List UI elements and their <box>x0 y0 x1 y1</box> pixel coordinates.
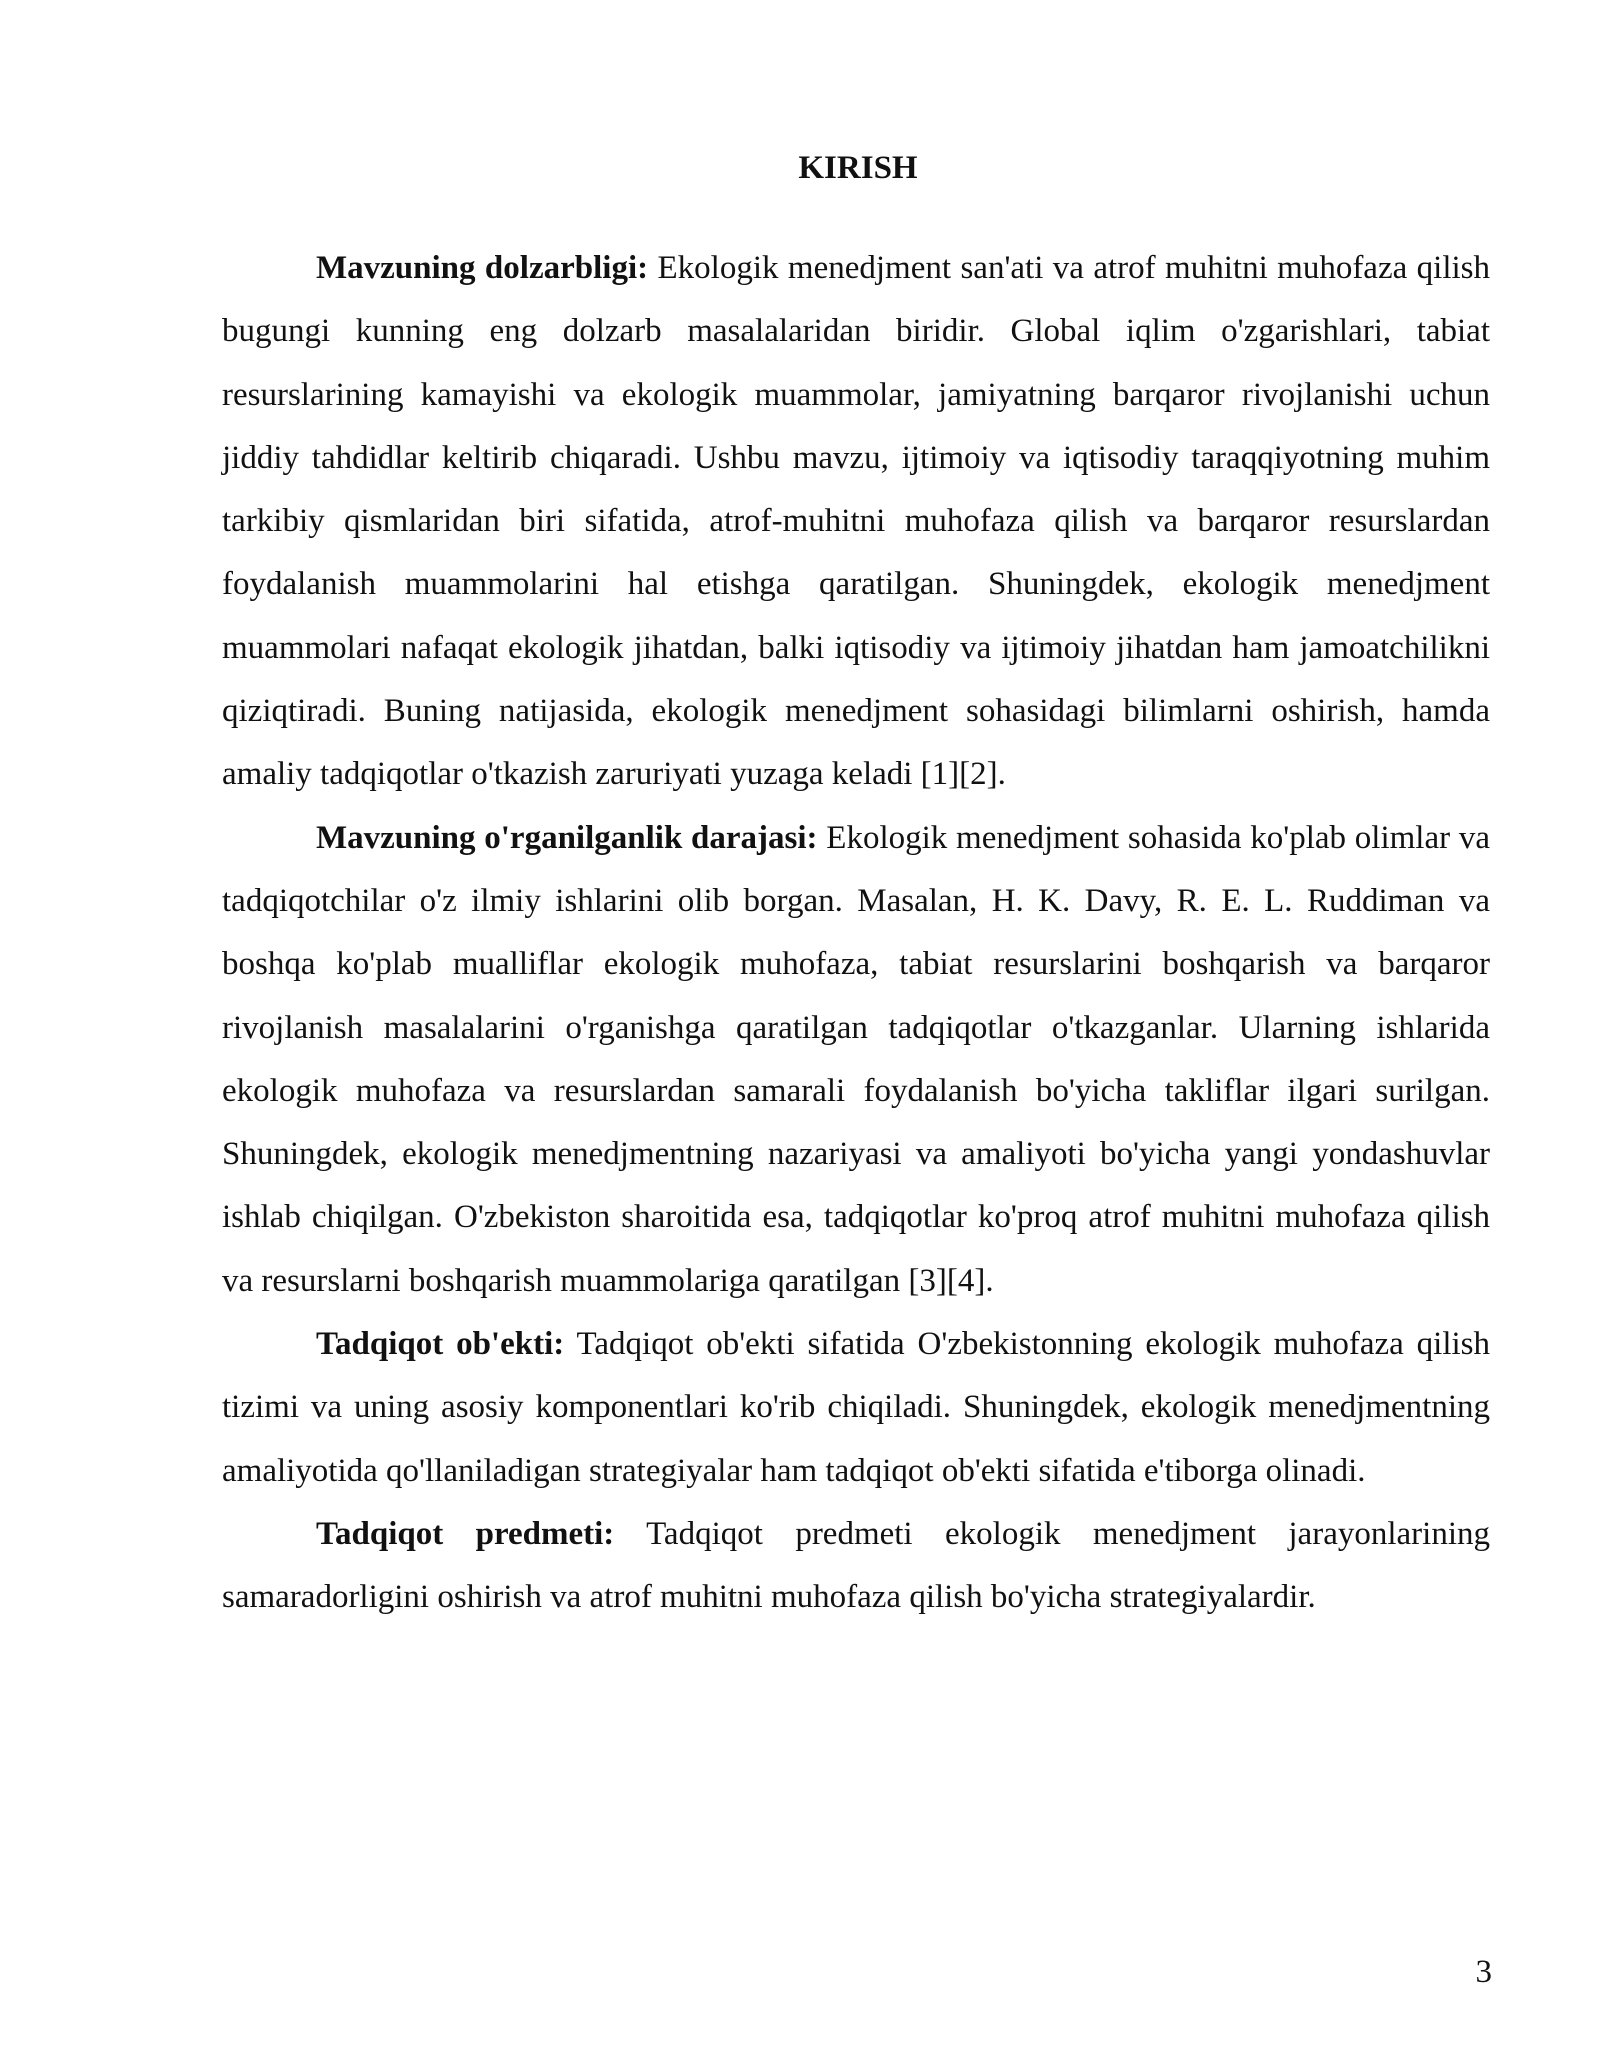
paragraph-text: Ekologik menedjment sohasida ko'plab olimlar va tadqiqotchilar o'z ilmiy ishlarini olib borgan. Masalan, H. K. Davy, R. E. L. Ruddiman va boshqa ko'plab mualliflar ekologik muhofaza, tabiat resurslarini boshqarish va barqaror rivojlanish masalalarini o'rganishga qaratilgan tadqiqotlar o'tkazganlar. Ularning ishlarida ekologik muhofaza va resurslardan samarali foydalanish bo'yicha takliflar ilgari surilgan. Shuningdek, ekologik menedjmentning nazariyasi va amaliyoti bo'yicha yangi yondashuvlar ishlab chiqilgan. O'zbekiston sharoitida esa, tadqiqotlar ko'proq atrof muhitni muhofaza qilish va resurslarni boshqarish muammolariga qaratilgan [3][4]. <box>222 819 1491 1299</box>
paragraph-text: Ekologik menedjment san'ati va atrof muhitni muhofaza qilish bugungi kunning eng dolzarb masalalaridan biridir. Global iqlim o'zgarishlari, tabiat resurslarining kamayishi va ekologik muammolar, jamiyatning barqaror rivojlanishi uchun jiddiy tahdidlar keltirib chiqaradi. Ushbu mavzu, ijtimoiy va iqtisodiy taraqqiyotning muhim tarkibiy qismlaridan biri sifatida, atrof-muhitni muhofaza qilish va barqaror resurslardan foydalanish muammolarini hal etishga qaratilgan. Shuningdek, ekologik menedjment muammolari nafaqat ekologik jihatdan, balki iqtisodiy va ijtimoiy jihatdan ham jamoatchilikni qiziqtiradi. Buning natijasida, ekologik menedjment sohasidagi bilimlarni oshirish, hamda amaliy tadqiqotlar o'tkazish zaruriyati yuzaga keladi [1][2]. <box>222 250 1491 793</box>
page-number: 3 <box>1475 1954 1492 1990</box>
paragraph-text: Tadqiqot predmeti ekologik menedjment jarayonlarining samaradorligini oshirish va atrof muhitni muhofaza qilish bo'yicha strategiyalardir. <box>222 1515 1490 1616</box>
paragraph-lead: Tadqiqot predmeti: <box>316 1515 615 1552</box>
paragraph-research-subject <box>222 1503 1490 1630</box>
paragraph-lead: Mavzuning dolzarbligi: <box>316 250 649 286</box>
paragraph-research-object <box>222 1313 1490 1503</box>
paragraph-text: Tadqiqot ob'ekti sifatida O'zbekistonning ekologik muhofaza qilish tizimi va uning asosiy komponentlari ko'rib chiqiladi. Shuningdek, ekologik menedjmentning amaliyotida qo'llaniladigan strategiyalar ham tadqiqot ob'ekti sifatida e'tiborga olinadi. <box>222 1326 1490 1489</box>
body-text <box>222 237 1490 1630</box>
page-heading: KIRISH <box>798 150 918 186</box>
paragraph-study-level <box>222 807 1490 1313</box>
paragraph-lead: Mavzuning o'rganilganlik darajasi: <box>316 819 818 856</box>
paragraph-relevance <box>222 237 1490 807</box>
paragraph-lead: Tadqiqot ob'ekti: <box>316 1326 565 1363</box>
